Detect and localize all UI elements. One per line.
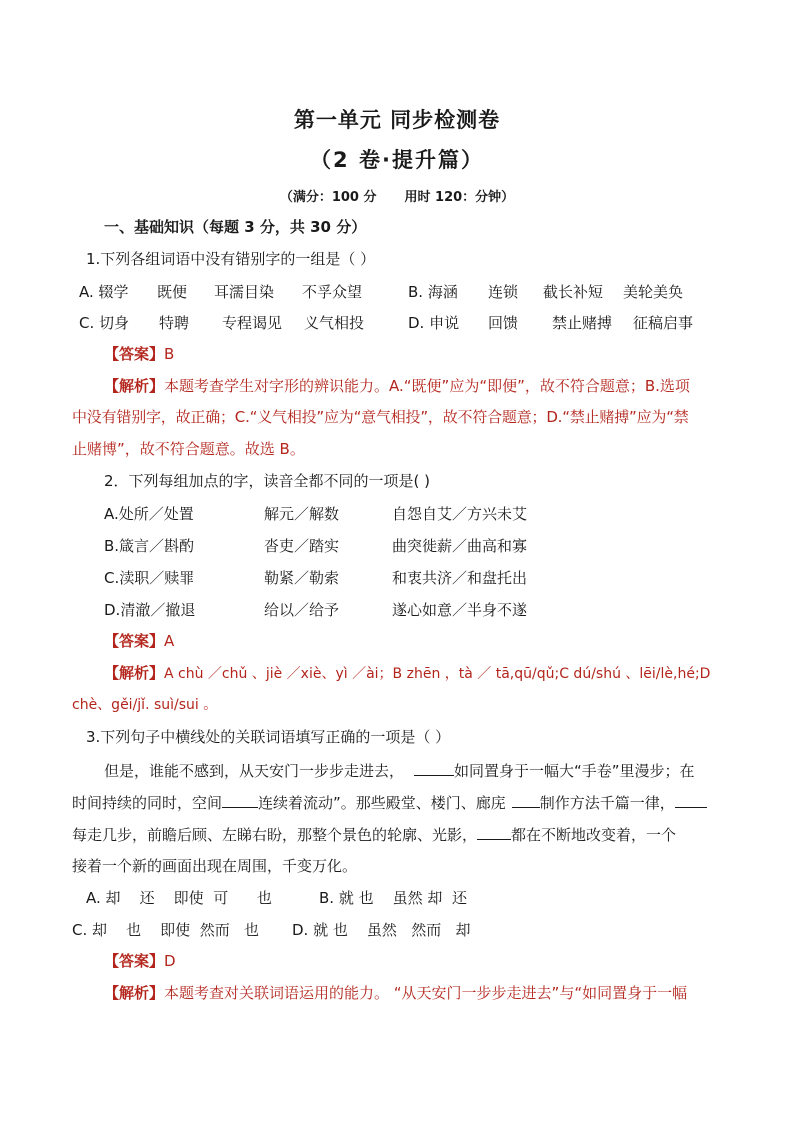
passage-text: 都在不断地改变着，一个 — [511, 826, 677, 844]
q1-option-a-word: 既便 — [157, 283, 188, 301]
passage-text: 每走几步，前瞻后顾、左睇右盼，那整个景色的轮廓、光影， — [72, 826, 478, 844]
q1-option-c-word: 专程谒见 — [222, 314, 283, 332]
passage-text: 但是，谁能不感到，从天安门一步步走进去， — [104, 762, 405, 780]
q2-analysis-line: chè、gěi/jǐ. suì/sui 。 — [72, 697, 218, 713]
q2-row-b-col2: 沓吏／踏实 — [264, 537, 340, 555]
q2-stem: 2．下列每组加点的字，读音全都不同的一项是( ) — [104, 472, 431, 490]
q1-option-d-word: 回馈 — [488, 314, 519, 332]
q3-option-a: A. 却 还 即使 可 也 — [86, 889, 272, 907]
q1-option-d-label: D. 申说 — [408, 314, 460, 332]
q2-row-c-col2: 勒紧／勒索 — [264, 569, 340, 587]
q1-option-c-word: 义气相投 — [304, 314, 365, 332]
passage-text: 连续着流动”。那些殿堂、楼门、廊庑 — [258, 794, 506, 812]
q1-option-a-word: 不孚众望 — [302, 283, 363, 301]
q2-analysis-line — [104, 663, 710, 684]
q3-passage-line — [72, 792, 707, 813]
analysis-text: 本题考查学生对字形的辨识能力。A.“既便”应为“即便”，故不符合题意；B.选项 — [164, 377, 690, 395]
q1-option-b-word: 截长补短 — [543, 283, 604, 301]
q2-answer — [104, 631, 174, 651]
exam-time: 用时 120：分钟） — [404, 190, 515, 205]
exam-meta — [0, 186, 794, 205]
q3-analysis-line — [104, 983, 687, 1003]
q3-answer — [104, 951, 176, 971]
q1-option-a-label: A. 辍学 — [79, 283, 129, 301]
passage-text: 如同置身于一幅大“手卷”里漫步；在 — [454, 762, 695, 780]
q3-stem: 3.下列句子中横线处的关联词语填写正确的一项是（ ） — [86, 728, 451, 746]
q1-option-c-word: 特聘 — [159, 314, 190, 332]
fill-blank — [512, 792, 540, 808]
passage-text: 制作方法千篇一律， — [539, 794, 675, 812]
fill-blank — [222, 792, 258, 808]
answer-tag: 【答案】 — [104, 952, 165, 970]
section-heading: 一、基础知识（每题 3 分，共 30 分） — [104, 218, 367, 236]
analysis-tag: 【解析】 — [104, 664, 165, 682]
analysis-tag: 【解析】 — [104, 377, 165, 395]
q2-row-c-col1: C.渎职／赎罪 — [104, 569, 195, 587]
q2-row-d-col3: 遂心如意／半身不遂 — [392, 601, 528, 619]
answer-tag: 【答案】 — [104, 345, 165, 363]
answer-value: A — [164, 632, 175, 650]
fill-blank — [414, 760, 454, 776]
q1-analysis-line: 止赌博”，故不符合题意。故选 B。 — [72, 440, 305, 458]
q1-option-b-label: B. 海涵 — [408, 283, 458, 301]
q3-option-b: B. 就 也 虽然 却 还 — [319, 889, 467, 907]
q1-answer — [104, 344, 174, 364]
q3-passage-line: 接着一个新的画面出现在周围，千变万化。 — [72, 857, 358, 875]
q3-option-c: C. 却 也 即使 然而 也 — [72, 921, 259, 939]
fill-blank — [675, 792, 707, 808]
q1-option-d-word: 征稿启事 — [633, 314, 694, 332]
q1-stem: 1.下列各组词语中没有错别字的一组是（ ） — [86, 250, 376, 268]
q2-row-c-col3: 和衷共济／和盘托出 — [392, 569, 528, 587]
q1-option-b-word: 美轮美奂 — [623, 283, 684, 301]
q1-analysis-line: 中没有错别字，故正确；C.“义气相投”应为“意气相投”，故不符合题意；D.“禁止赌搏”应为“禁 — [72, 408, 689, 426]
q2-row-b-col3: 曲突徙薪／曲高和寡 — [392, 537, 528, 555]
q3-passage-line — [72, 824, 676, 845]
q2-row-d-col2: 给以／给予 — [264, 601, 340, 619]
fill-blank — [477, 824, 511, 840]
q1-option-a-word: 耳濡目染 — [214, 283, 275, 301]
answer-value: B — [164, 345, 175, 363]
q1-option-b-word: 连锁 — [488, 283, 519, 301]
passage-text: 时间持续的同时，空间 — [72, 794, 223, 812]
answer-tag: 【答案】 — [104, 632, 165, 650]
q2-row-a-col1: A.处所／处置 — [104, 505, 194, 523]
analysis-text: 本题考查对关联词语运用的能力。 “从天安门一步步走进去”与“如同置身于一幅 — [164, 984, 688, 1002]
page-title: 第一单元 同步检测卷 — [293, 108, 501, 132]
q1-option-c-label: C. 切身 — [79, 314, 130, 332]
q2-row-a-col3: 自怨自艾／方兴未艾 — [392, 505, 528, 523]
full-score: （满分：100 分 — [279, 190, 377, 205]
analysis-tag: 【解析】 — [104, 984, 165, 1002]
q2-row-b-col1: B.箴言／斟酌 — [104, 537, 195, 555]
q1-option-d-word: 禁止赌搏 — [552, 314, 613, 332]
q3-passage-line — [104, 760, 695, 781]
q1-analysis-line — [104, 376, 690, 396]
answer-value: D — [164, 952, 176, 970]
q2-row-d-col1: D.清澈／撤退 — [104, 601, 196, 619]
analysis-text: A chù ／chǔ 、jiè ／xiè、yì ／ài；B zhēn ，tà ／ tā,qū/qǔ;C dú/shú 、lēi/lè,hé;D — [164, 666, 711, 682]
page-subtitle: （2 卷·提升篇） — [310, 148, 484, 172]
q3-option-d: D. 就 也 虽然 然而 却 — [292, 921, 471, 939]
q2-row-a-col2: 解元／解数 — [264, 505, 340, 523]
